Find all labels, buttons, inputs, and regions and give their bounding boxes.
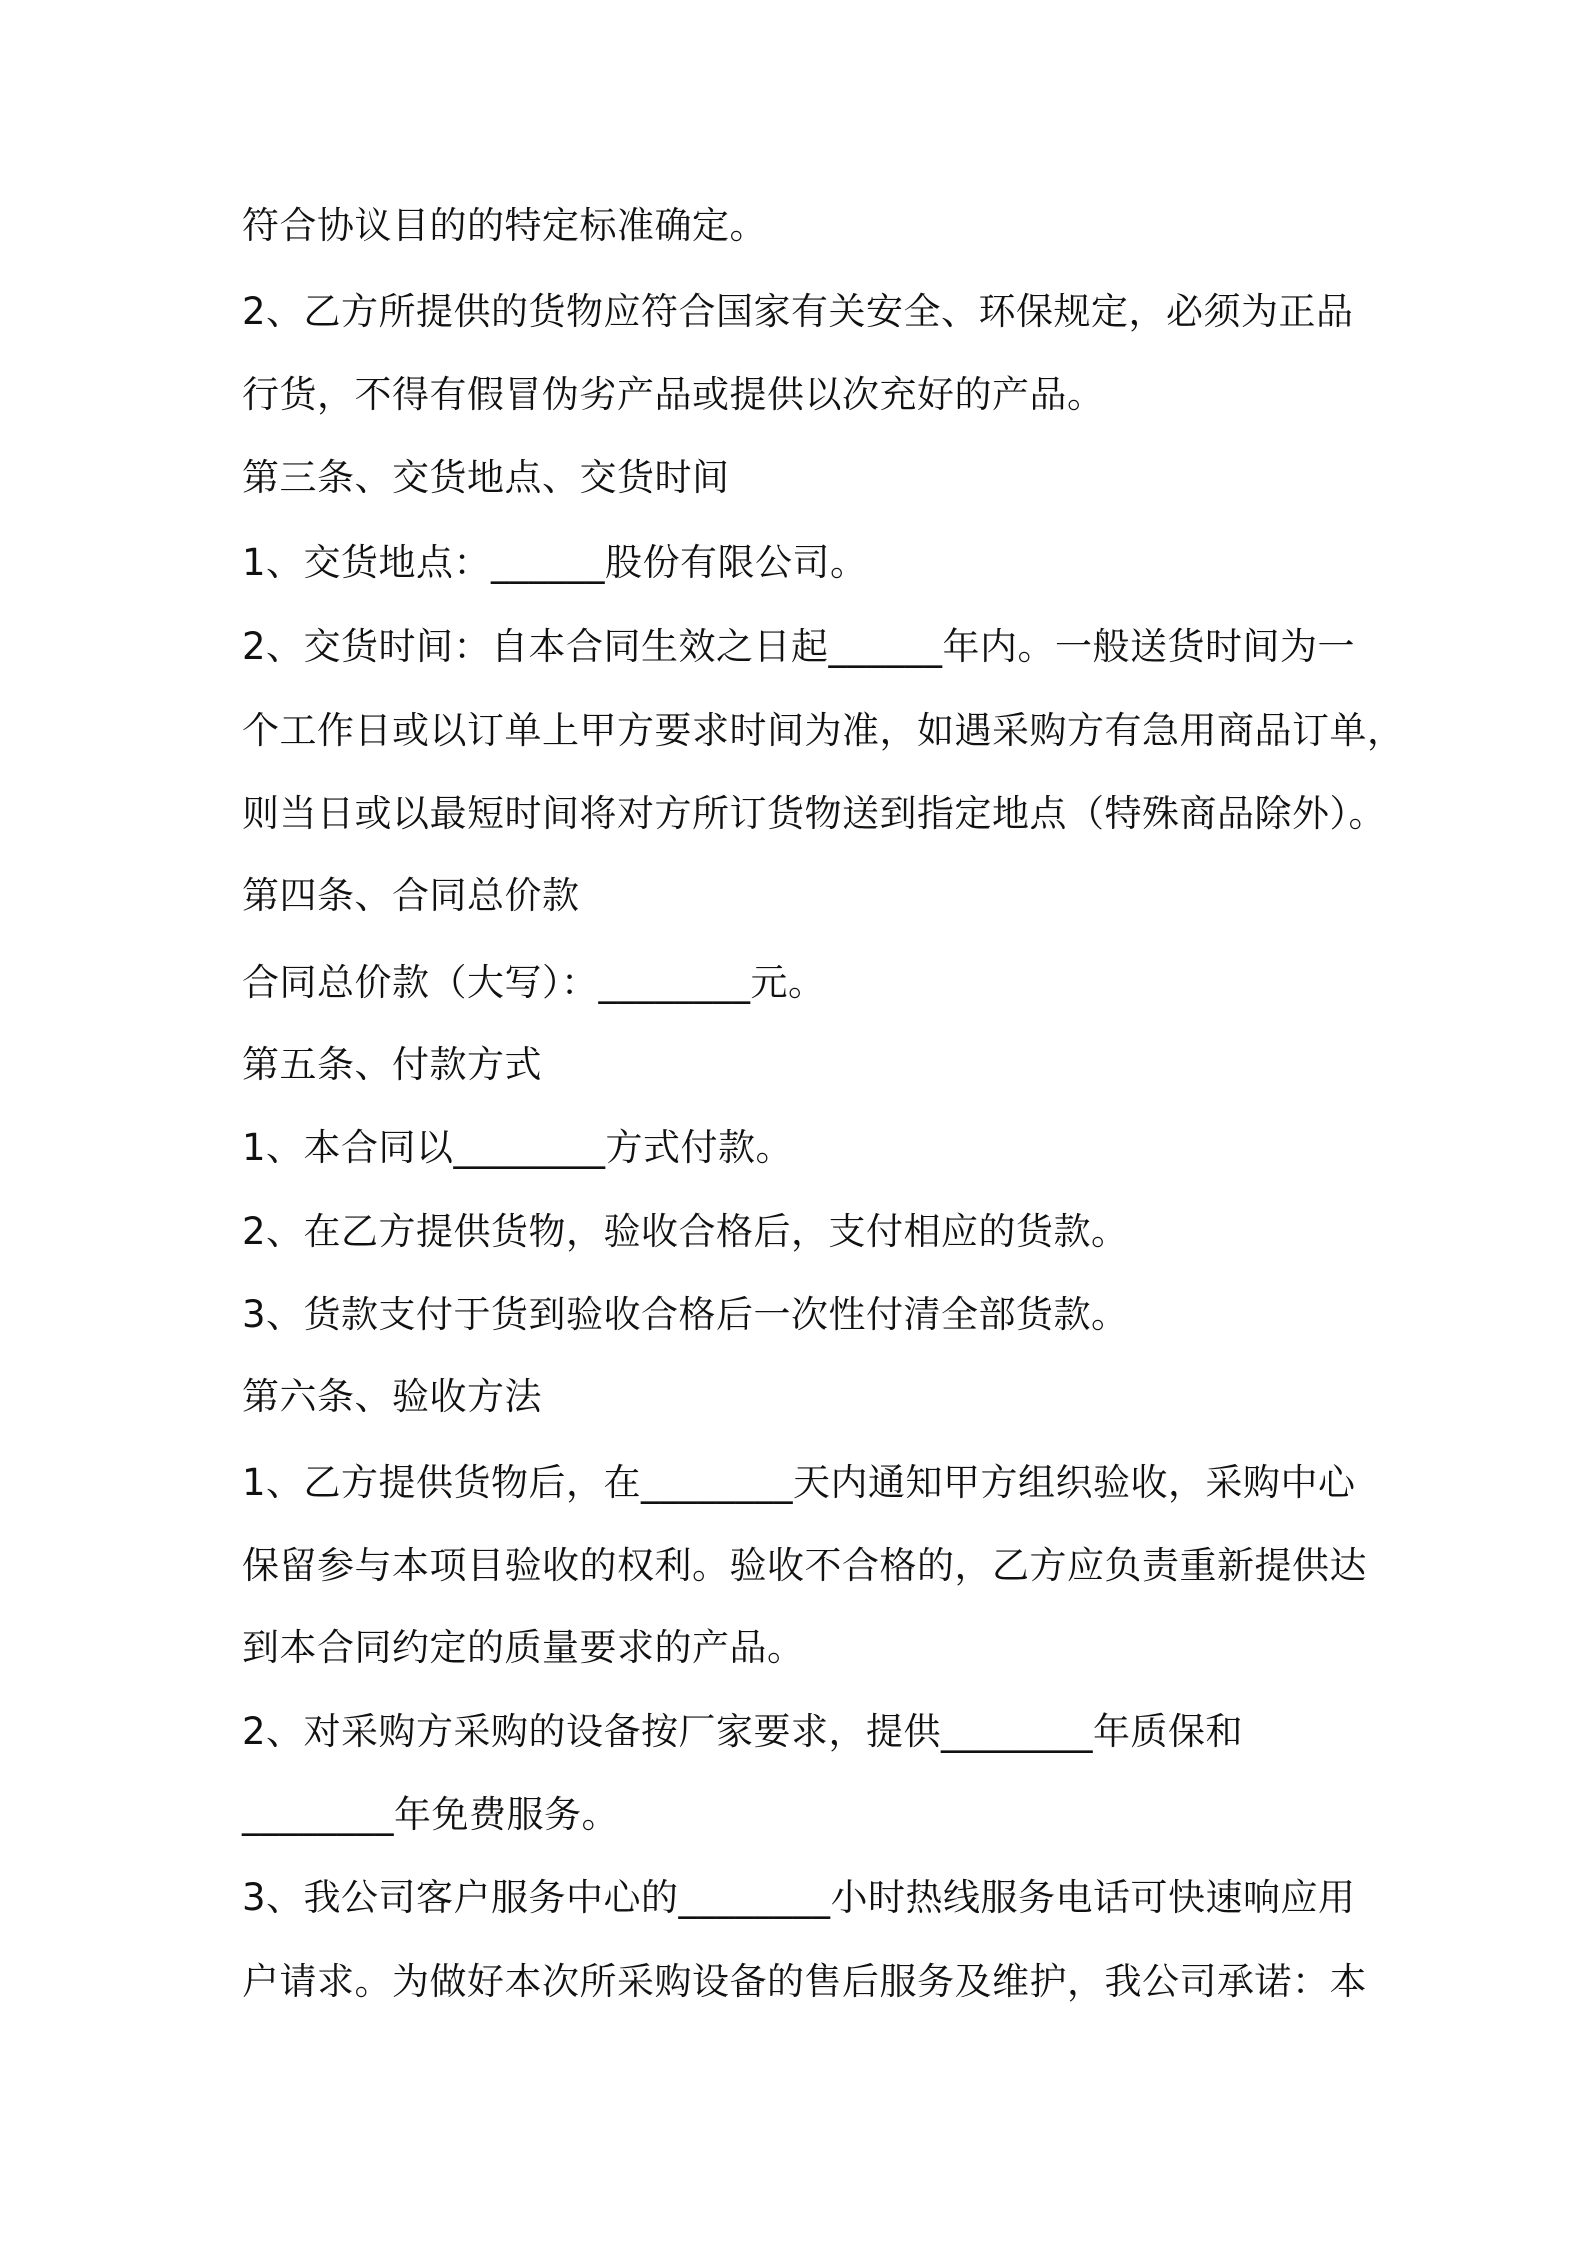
text-line-acceptance-notice-cont-2: 到本合同约定的质量要求的产品。 bbox=[242, 1626, 805, 1669]
section-heading-article-3: 第三条、交货地点、交货时间 bbox=[242, 456, 730, 499]
text-line-payment-after-acceptance: 2、在乙方提供货物，验收合格后，支付相应的货款。 bbox=[242, 1210, 1129, 1253]
text-line-delivery-time-cont-2: 则当日或以最短时间将对方所订货物送到指定地点（特殊商品除外）。 bbox=[242, 792, 1386, 835]
text-line-payment-method: 1、本合同以________方式付款。 bbox=[242, 1126, 794, 1169]
section-heading-article-6: 第六条、验收方法 bbox=[242, 1375, 542, 1418]
section-heading-article-4: 第四条、合同总价款 bbox=[242, 874, 580, 917]
text-line-delivery-location: 1、交货地点：______股份有限公司。 bbox=[242, 541, 868, 584]
section-heading-article-5: 第五条、付款方式 bbox=[242, 1043, 542, 1086]
text-line-delivery-time-cont-1: 个工作日或以订单上甲方要求时间为准，如遇采购方有急用商品订单， bbox=[242, 709, 1405, 752]
text-line-total-price: 合同总价款（大写）：________元。 bbox=[242, 961, 826, 1004]
text-line-clause-2-quality-cont: 行货，不得有假冒伪劣产品或提供以次充好的产品。 bbox=[242, 373, 1105, 416]
text-line-continuation: 符合协议目的的特定标准确定。 bbox=[242, 204, 767, 247]
text-line-delivery-time: 2、交货时间：自本合同生效之日起______年内。一般送货时间为一 bbox=[242, 625, 1356, 668]
text-line-acceptance-notice: 1、乙方提供货物后，在________天内通知甲方组织验收，采购中心 bbox=[242, 1461, 1356, 1504]
text-line-clause-2-quality: 2、乙方所提供的货物应符合国家有关安全、环保规定，必须为正品 bbox=[242, 290, 1354, 333]
text-line-warranty-cont: ________年免费服务。 bbox=[242, 1793, 619, 1836]
text-line-hotline: 3、我公司客户服务中心的________小时热线服务电话可快速响应用 bbox=[242, 1876, 1356, 1919]
text-line-acceptance-notice-cont-1: 保留参与本项目验收的权利。验收不合格的，乙方应负责重新提供达 bbox=[242, 1544, 1367, 1587]
text-line-warranty: 2、对采购方采购的设备按厂家要求，提供________年质保和 bbox=[242, 1710, 1244, 1753]
text-line-hotline-cont: 户请求。为做好本次所采购设备的售后服务及维护，我公司承诺：本 bbox=[242, 1960, 1367, 2003]
text-line-payment-in-full: 3、货款支付于货到验收合格后一次性付清全部货款。 bbox=[242, 1293, 1129, 1336]
